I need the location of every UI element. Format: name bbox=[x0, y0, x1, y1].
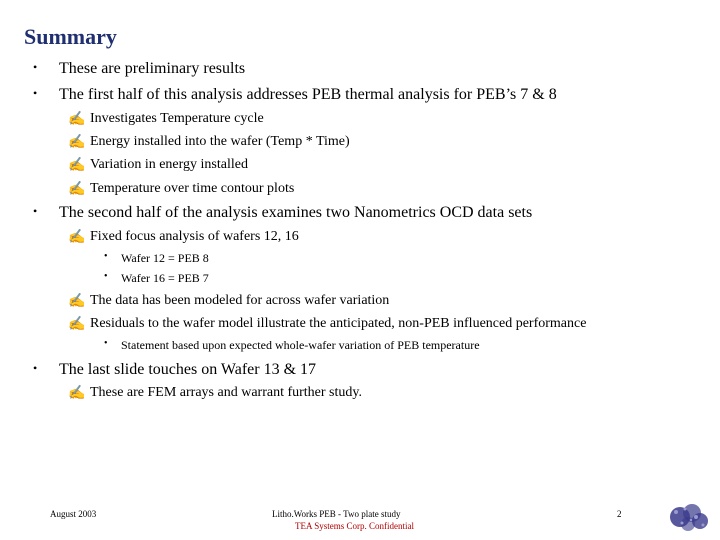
sub-item-8 bbox=[68, 385, 362, 401]
bullet-dot: • bbox=[33, 204, 38, 218]
writing-hand-icon: ✍ bbox=[68, 230, 86, 245]
writing-hand-icon: ✍ bbox=[68, 294, 86, 309]
sub-item-7 bbox=[68, 316, 587, 332]
bullet-dot: • bbox=[104, 338, 108, 349]
sub-sub-item-2 bbox=[104, 271, 209, 286]
sub-item-text: The data has been modeled for across wafer variation bbox=[90, 293, 390, 308]
sub-item-text: These are FEM arrays and warrant further study. bbox=[90, 385, 362, 400]
sub-sub-item-text: Wafer 12 = PEB 8 bbox=[121, 251, 209, 265]
bullet-dot: • bbox=[104, 251, 108, 262]
sub-item-6 bbox=[68, 293, 390, 309]
bullet-dot: • bbox=[33, 60, 38, 74]
sub-item-5 bbox=[68, 229, 299, 245]
footer-page-number: 2 bbox=[617, 509, 622, 519]
bullet-text: These are preliminary results bbox=[59, 60, 246, 77]
sub-item-4 bbox=[68, 181, 295, 197]
bullet-item-3 bbox=[33, 204, 533, 222]
sub-item-2 bbox=[68, 134, 350, 150]
writing-hand-icon: ✍ bbox=[68, 135, 86, 150]
bullet-dot: • bbox=[33, 361, 38, 375]
sub-item-1 bbox=[68, 111, 264, 127]
sub-item-text: Fixed focus analysis of wafers 12, 16 bbox=[90, 229, 299, 244]
writing-hand-icon: ✍ bbox=[68, 158, 86, 173]
footer-product: Litho.Works PEB - Two plate study bbox=[272, 509, 401, 519]
bullet-dot: • bbox=[104, 271, 108, 282]
slide-title: Summary bbox=[24, 24, 117, 49]
writing-hand-icon: ✍ bbox=[68, 182, 86, 197]
writing-hand-icon: ✍ bbox=[68, 386, 86, 401]
bullet-item-2 bbox=[33, 86, 557, 104]
bullet-item-4 bbox=[33, 361, 317, 379]
writing-hand-icon: ✍ bbox=[68, 112, 86, 127]
bullet-text: The second half of the analysis examines two Nanometrics OCD data sets bbox=[59, 204, 533, 221]
sub-item-text: Variation in energy installed bbox=[90, 157, 248, 172]
footer-company: TEA Systems Corp. Confidential bbox=[295, 521, 414, 531]
bullet-item-1 bbox=[33, 60, 246, 78]
sub-item-text: Energy installed into the wafer (Temp * Time) bbox=[90, 134, 350, 149]
sub-sub-item-1 bbox=[104, 251, 209, 266]
sub-sub-item-3 bbox=[104, 338, 480, 353]
sub-sub-item-text: Statement based upon expected whole-wafer variation of PEB temperature bbox=[121, 338, 480, 352]
sub-item-text: Residuals to the wafer model illustrate the anticipated, non-PEB influenced performance bbox=[90, 316, 587, 331]
footer-date: August 2003 bbox=[50, 509, 97, 519]
writing-hand-icon: ✍ bbox=[68, 317, 86, 332]
sub-item-3 bbox=[68, 157, 248, 173]
bullet-text: The last slide touches on Wafer 13 & 17 bbox=[59, 361, 317, 378]
company-logo-icon bbox=[666, 500, 712, 534]
sub-item-text: Temperature over time contour plots bbox=[90, 181, 295, 196]
bullet-dot: • bbox=[33, 86, 38, 100]
sub-sub-item-text: Wafer 16 = PEB 7 bbox=[121, 271, 209, 285]
bullet-text: The first half of this analysis addresses PEB thermal analysis for PEB’s 7 & 8 bbox=[59, 86, 557, 103]
sub-item-text: Investigates Temperature cycle bbox=[90, 111, 264, 126]
